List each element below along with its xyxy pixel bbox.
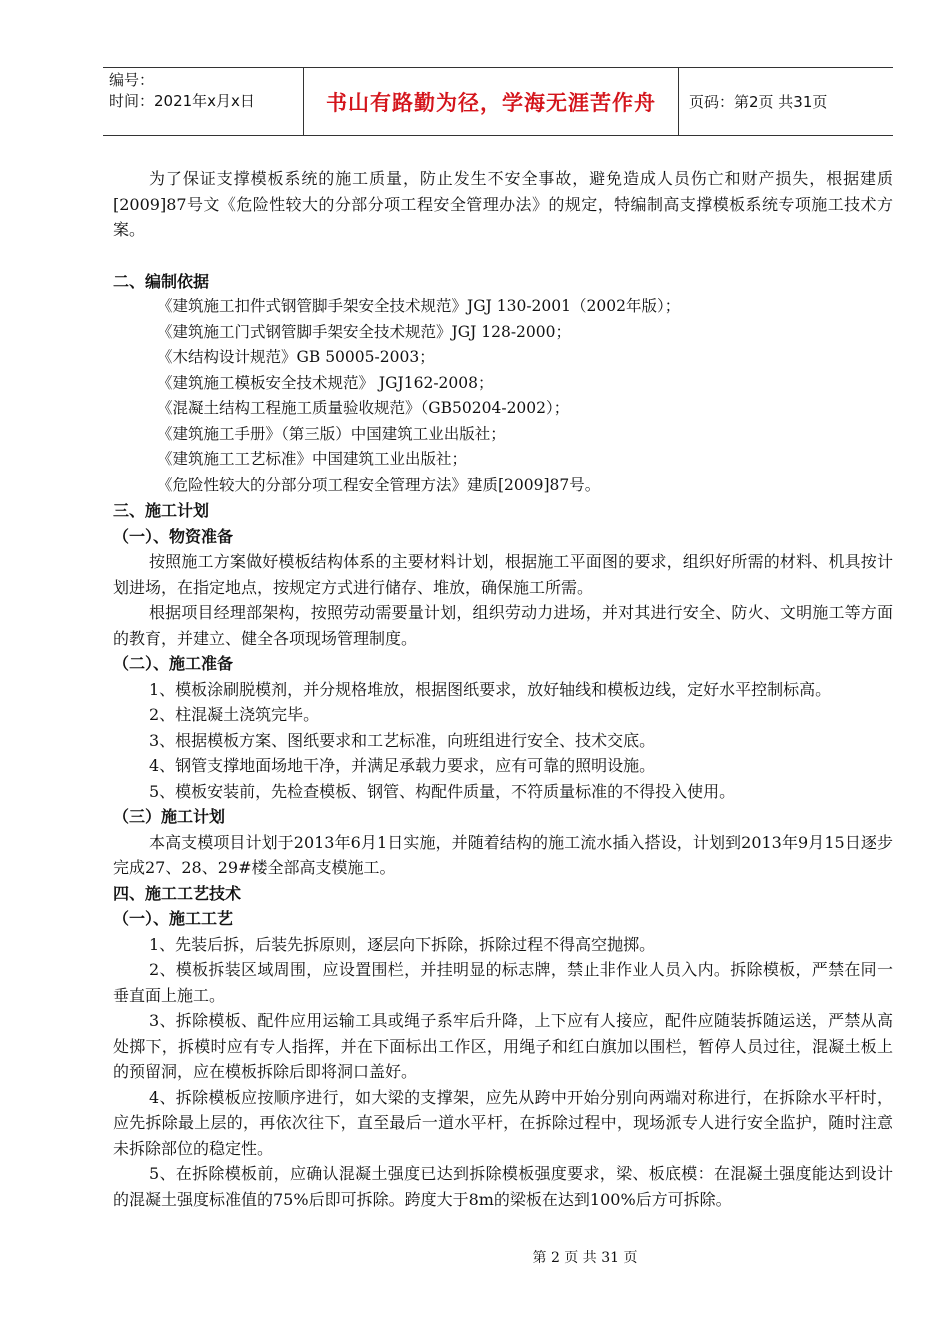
reference-item: 《危险性较大的分部分项工程安全管理方法》建质[2009]87号。: [157, 475, 601, 494]
reference-item: 《建筑施工手册》（第三版）中国建筑工业出版社；: [157, 424, 506, 443]
body-paragraph: 5、在拆除模板前，应确认混凝土强度已达到拆除模板强度要求，梁、板底模：在混凝土强度能达到设计的混凝土强度标准值的75%后即可拆除。跨度大于8m的梁板在达到100%后方可拆除。: [113, 1164, 893, 1209]
body-paragraph: 1、先装后拆，后装先拆原则，逐层向下拆除，拆除过程不得高空抛掷。: [149, 934, 656, 954]
body-paragraph: 1、模板涂刷脱模剂，并分规格堆放，根据图纸要求，放好轴线和模板边线，定好水平控制标高。: [149, 679, 832, 699]
header-meta-cell: [103, 68, 304, 135]
body-paragraph: 2、模板拆装区域周围，应设置围栏，并挂明显的标志牌，禁止非作业人员入内。拆除模板，严禁在同一垂直面上施工。: [113, 960, 893, 1005]
header-page-number: 页码：第2页 共31页: [689, 93, 828, 111]
reference-item: 《木结构设计规范》GB 50005-2003；: [157, 348, 435, 366]
body-paragraph: 根据项目经理部架构，按照劳动需要量计划，组织劳动力进场，并对其进行安全、防火、文明施工等方面的教育，并建立、健全各项现场管理制度。: [113, 603, 893, 648]
reference-item: 《建筑施工门式钢管脚手架安全技术规范》JGJ 128-2000；: [157, 322, 572, 341]
section-3-3-heading: （三）施工计划: [113, 807, 226, 826]
reference-item: 《混凝土结构工程施工质量验收规范》（GB50204-2002）；: [157, 399, 570, 417]
body-paragraph: 本高支模项目计划于2013年6月1日实施，并随着结构的施工流水插入搭设，计划到2013年9月15日逐步完成27、28、29#楼全部高支模施工。: [113, 832, 893, 877]
body-paragraph: 5、模板安装前，先检查模板、钢管、构配件质量，不符质量标准的不得投入使用。: [149, 781, 736, 801]
body-paragraph: 按照施工方案做好模板结构体系的主要材料计划，根据施工平面图的要求，组织好所需的材料、机具按计划进场，在指定地点，按规定方式进行储存、堆放，确保施工所需。: [113, 552, 893, 597]
header-motto: 书山有路勤为径，学海无涯苦作舟: [304, 68, 679, 135]
section-4-heading: 四、施工工艺技术: [113, 883, 242, 903]
document-date-label: 时间：2021年x月x日: [109, 92, 255, 110]
body-paragraph: 3、根据模板方案、图纸要求和工艺标准，向班组进行安全、技术交底。: [149, 730, 656, 750]
reference-item: 《建筑施工扣件式钢管脚手架安全技术规范》JGJ 130-2001（2002年版）；: [157, 297, 681, 315]
body-paragraph: 4、钢管支撑地面场地干净，并满足承载力要求，应有可靠的照明设施。: [149, 756, 656, 775]
reference-item: 《建筑施工工艺标准》中国建筑工业出版社；: [157, 450, 468, 468]
document-number-label: 编号：: [109, 71, 155, 89]
intro-paragraph: 为了保证支撑模板系统的施工质量，防止发生不安全事故，避免造成人员伤亡和财产损失，根据建质[2009]87号文《危险性较大的分部分项工程安全管理办法》的规定，特编制高支撑模板系统专项施工技术方案。: [113, 169, 893, 239]
body-paragraph: 2、柱混凝土浇筑完毕。: [149, 705, 320, 724]
section-3-heading: 三、施工计划: [113, 501, 210, 520]
reference-item: 《建筑施工模板安全技术规范》 JGJ162-2008；: [157, 373, 494, 392]
page-header: [103, 67, 893, 136]
page-footer: 第 2 页 共 31 页: [532, 1250, 638, 1266]
section-2-heading: 二、编制依据: [113, 271, 210, 291]
body-paragraph: 4、拆除模板应按顺序进行，如大梁的支撑架，应先从跨中开始分别向两端对称进行，在拆除水平杆时，应先拆除最上层的，再依次往下，直至最后一道水平杆，在拆除过程中，现场派专人进行安全监护，随时注意未拆除部位的稳定性。: [113, 1087, 893, 1158]
body-paragraph: 3、拆除模板、配件应用运输工具或绳子系牢后升降，上下应有人接应，配件应随装拆随运送，严禁从高处掷下，拆模时应有专人指挥，并在下面标出工作区，用绳子和红白旗加以围栏，暂停人员过往，混凝土板上的预留洞，应在模板拆除后即将洞口盖好。: [113, 1011, 893, 1081]
section-3-2-heading: （二）、施工准备: [113, 654, 234, 673]
section-4-1-heading: （一）、施工工艺: [113, 909, 234, 928]
document-body: [113, 166, 893, 1212]
section-3-1-heading: （一）、物资准备: [113, 526, 234, 546]
